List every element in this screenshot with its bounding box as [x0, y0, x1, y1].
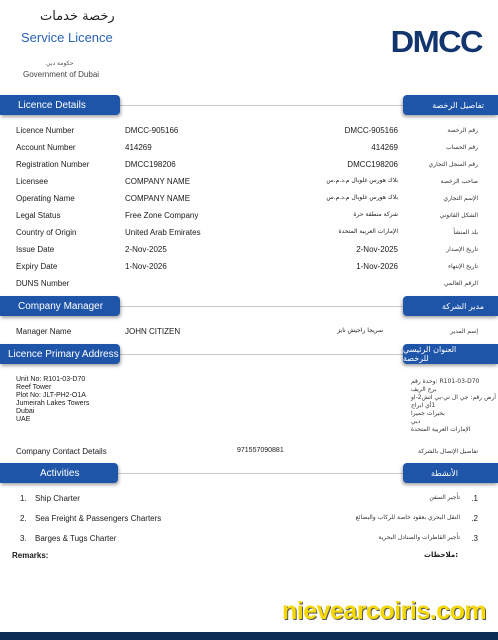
- licence-row-label: Licensee: [16, 177, 49, 186]
- licence-row-label: DUNS Number: [16, 279, 70, 288]
- licence-row-label-ar: رقم الحساب: [446, 144, 478, 151]
- government-of-dubai-ar: حكومة دبي: [46, 61, 74, 67]
- primary-address-ar: [411, 378, 498, 434]
- licence-row-label-ar: تاريخ الإصدار: [446, 246, 478, 253]
- activity-name: Barges & Tugs Charter: [35, 534, 117, 543]
- activity-number: 3.: [20, 534, 27, 543]
- address-line-ar: أرض رقم: جي ال تي-بي اتش2-او 1أي ابراج: [411, 394, 496, 409]
- licence-row-value-ar: DMCC198206: [347, 160, 398, 169]
- licence-row-label-ar: الرقم العالمي: [443, 280, 478, 287]
- manager-name-value: JOHN CITIZEN: [125, 327, 181, 336]
- activity-number-ar: .3: [471, 534, 478, 543]
- remarks-label: Remarks:: [12, 551, 49, 560]
- licence-row-label-ar: بلد المنشأ: [453, 229, 478, 236]
- activities-header: Activities: [0, 463, 118, 483]
- licence-row-value: 1-Nov-2026: [125, 262, 167, 271]
- address-line-ar: بحيرات جميرا: [411, 410, 445, 417]
- licence-row-label-ar: الشكل القانوني: [439, 212, 478, 219]
- address-line: UAE: [16, 416, 31, 423]
- address-line: Jumeirah Lakes Towers: [16, 400, 90, 407]
- activity-number-ar: .2: [471, 514, 478, 523]
- primary-address-en: [16, 376, 89, 424]
- licence-row-label: Account Number: [16, 143, 76, 152]
- licence-row-value: 2-Nov-2025: [125, 245, 167, 254]
- address-line: Unit No: R101-03-D70: [16, 376, 86, 383]
- manager-name-label: Manager Name: [16, 327, 72, 336]
- activity-number-ar: .1: [471, 494, 478, 503]
- activities-header-ar: الأنشطة: [403, 463, 498, 483]
- licence-row-value-ar: 2-Nov-2025: [356, 245, 398, 254]
- licence-row-value: COMPANY NAME: [125, 177, 191, 186]
- licence-row-label: Operating Name: [16, 194, 75, 203]
- activity-name-ar: تأجير القاطرات والصنادل البحرية: [378, 534, 460, 541]
- manager-name-label-ar: إسم المدير: [450, 328, 478, 335]
- licence-row-value-ar: بلاك هورس غلوبال م.د.م.س: [326, 194, 398, 201]
- licence-details-header: Licence Details: [0, 95, 120, 115]
- licence-row-value-ar: 1-Nov-2026: [356, 262, 398, 271]
- licence-primary-address-header-ar: العنوان الرئيسي للرخصة: [403, 344, 498, 364]
- remarks-label-ar: ملاحظات:: [424, 551, 458, 559]
- licence-row-value: 414269: [125, 143, 152, 152]
- address-line: Reef Tower: [16, 384, 52, 391]
- activity-name-ar: تأجير السفن: [429, 494, 460, 501]
- licence-row-value-ar: بلاك هورس غلوبال م.د.م.س: [326, 177, 398, 184]
- address-line-ar: وحدة رقم: R101-03-D70: [411, 378, 480, 385]
- licence-row-value: United Arab Emirates: [125, 228, 201, 237]
- activity-name-ar: النقل البحري بعقود خاصة للركاب والبضائع: [355, 514, 460, 521]
- licence-row-value-ar: DMCC-905166: [344, 126, 398, 135]
- licence-row-label-ar: تاريخ الإنتهاء: [448, 263, 478, 270]
- company-contact-label: Company Contact Details: [16, 447, 107, 456]
- licence-row-label: Expiry Date: [16, 262, 58, 271]
- footer-bar: [0, 632, 498, 640]
- activity-number: 1.: [20, 494, 27, 503]
- activity-name: Ship Charter: [35, 494, 80, 503]
- address-line: Dubai: [16, 408, 35, 415]
- dmcc-logo: DMCC: [390, 24, 482, 59]
- company-manager-header-ar: مدير الشركة: [403, 296, 498, 316]
- company-contact-label-ar: تفاصيل الإتصال بالشركة: [417, 448, 478, 455]
- licence-row-label-ar: الإسم التجاري: [443, 195, 478, 202]
- watermark: nievearcoiris.com: [282, 597, 487, 625]
- licence-row-value: Free Zone Company: [125, 211, 199, 220]
- licence-row-value-ar: 414269: [371, 143, 398, 152]
- licence-row-value: COMPANY NAME: [125, 194, 191, 203]
- address-line-ar: برج الريف: [411, 386, 437, 393]
- address-line-ar: الإمارات العربية المتحدة: [411, 426, 471, 433]
- company-contact-value: 971557090881: [237, 447, 284, 454]
- licence-primary-address-header: Licence Primary Address: [0, 344, 120, 364]
- licence-row-label: Registration Number: [16, 160, 90, 169]
- licence-row-label: Legal Status: [16, 211, 61, 220]
- licence-row-value: DMCC-905166: [125, 126, 179, 135]
- activity-number: 2.: [20, 514, 27, 523]
- licence-row-label: Licence Number: [16, 126, 75, 135]
- activity-name: Sea Freight & Passengers Charters: [35, 514, 162, 523]
- address-line: Plot No: JLT-PH2-O1A: [16, 392, 86, 399]
- licence-row-label: Country of Origin: [16, 228, 77, 237]
- licence-row-label-ar: رقم السجل التجاري: [428, 161, 478, 168]
- licence-row-value-ar: الإمارات العربية المتحدة: [338, 228, 398, 235]
- service-licence-title: Service Licence: [21, 30, 113, 45]
- licence-row-label: Issue Date: [16, 245, 55, 254]
- manager-name-value-ar: سريجا راجيش نايز: [337, 327, 383, 334]
- licence-details-header-ar: تفاصيل الرخصة: [403, 95, 498, 115]
- service-licence-title-ar: رخصة خدمات: [40, 9, 115, 24]
- licence-row-label-ar: صاحب الرخصة: [440, 178, 478, 185]
- licence-row-value-ar: شركة منطقة حرة: [353, 211, 398, 218]
- address-line-ar: دبي: [411, 418, 421, 425]
- licence-row-value: DMCC198206: [125, 160, 176, 169]
- licence-row-label-ar: رقم الرخصة: [447, 127, 478, 134]
- company-manager-header: Company Manager: [0, 296, 120, 316]
- government-of-dubai: Government of Dubai: [23, 70, 100, 79]
